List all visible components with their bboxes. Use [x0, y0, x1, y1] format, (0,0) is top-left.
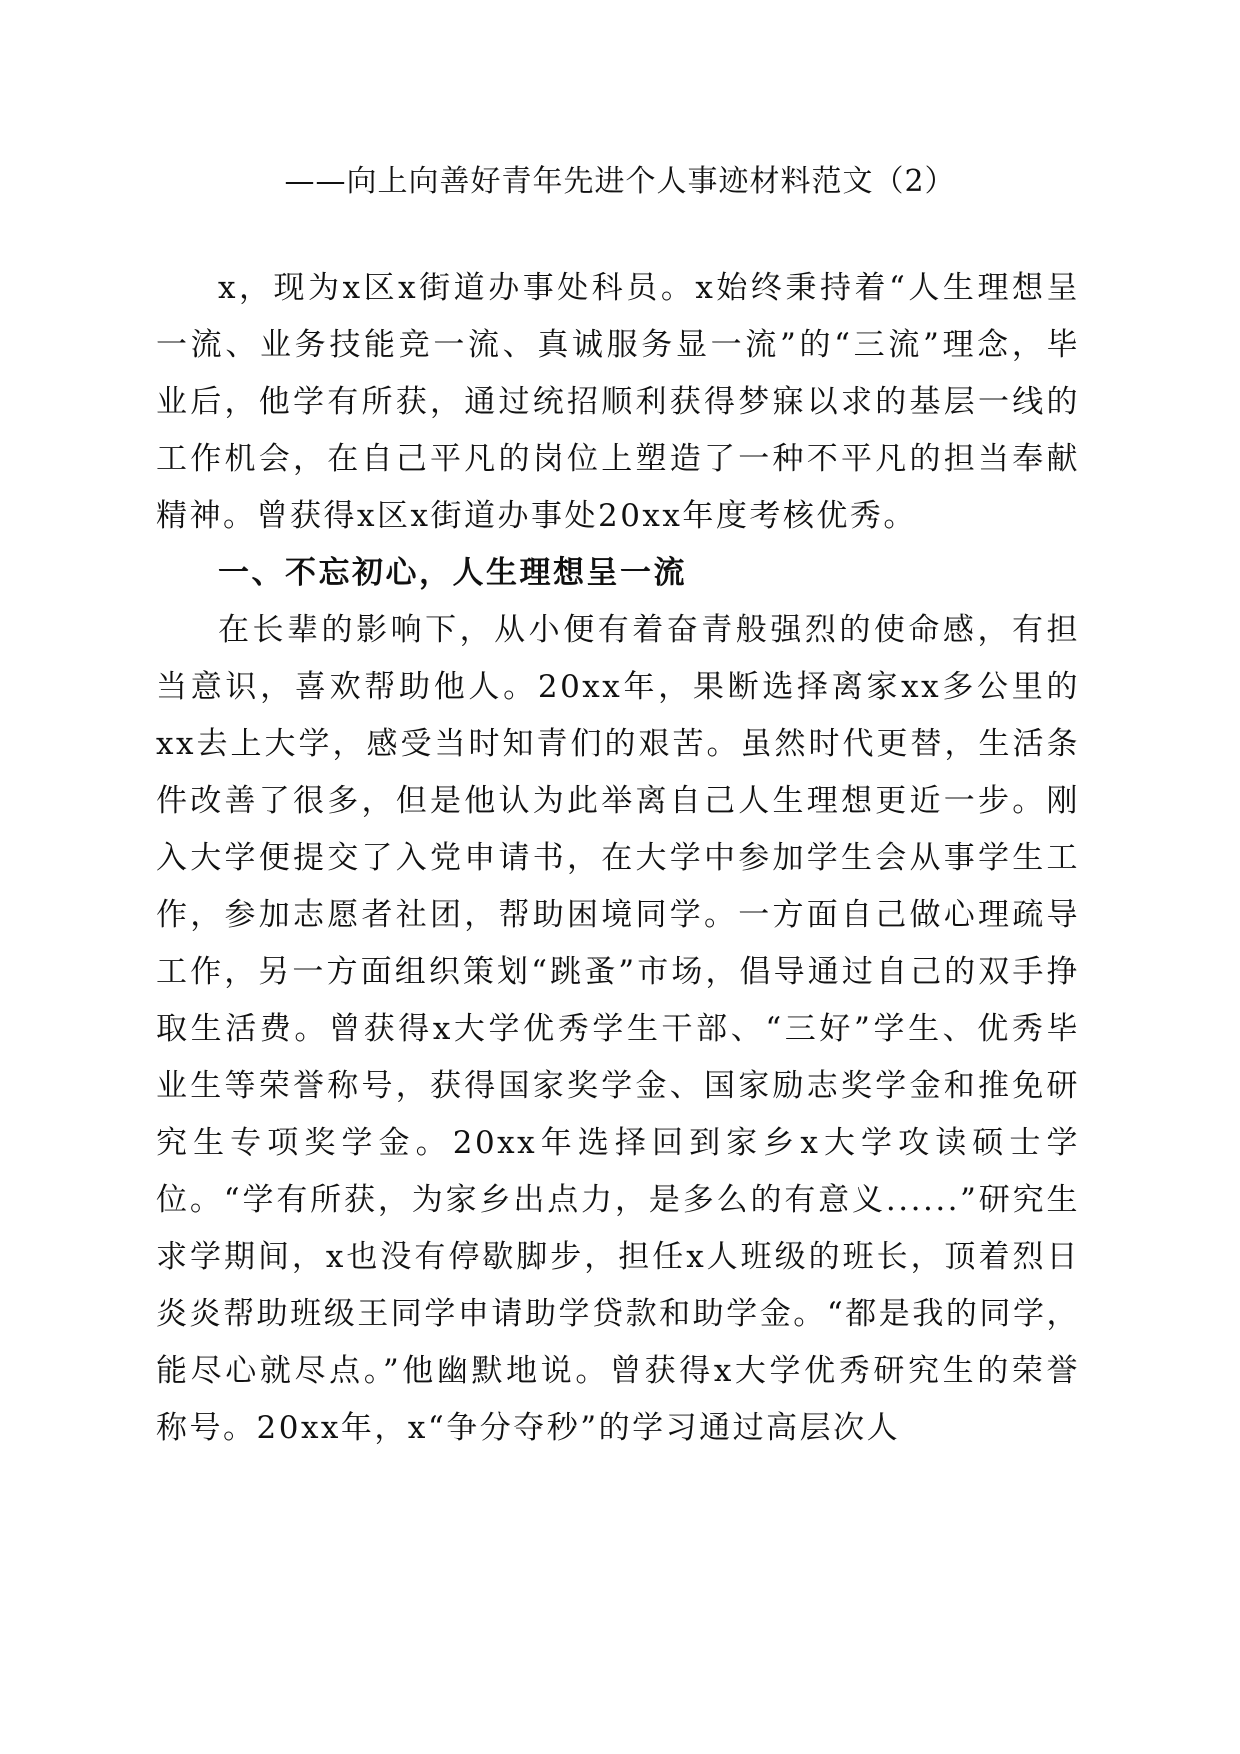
section-1-paragraph: 在长辈的影响下，从小便有着奋青般强烈的使命感，有担当意识，喜欢帮助他人。20xx年，果断选择离家xx多公里的xx去上大学，感受当时知青们的艰苦。虽然时代更替，生活条件改善了很多，但是他认为此举离自己人生理想更近一步。刚入大学便提交了入党申请书，在大学中参加学生会从事学生工作，参加志愿者社团，帮助困境同学。一方面自己做心理疏导工作，另一方面组织策划“跳蚤”市场，倡导通过自己的双手挣取生活费。曾获得x大学优秀学生干部、“三好”学生、优秀毕业生等荣誉称号，获得国家奖学金、国家励志奖学金和推免研究生专项奖学金。20xx年选择回到家乡x大学攻读硕士学位。“学有所获，为家乡出点力，是多么的有意义......”研究生求学期间，x也没有停歇脚步，担任x人班级的班长，顶着烈日炎炎帮助班级王同学申请助学贷款和助学金。“都是我的同学，能尽心就尽点。”他幽默地说。曾获得x大学优秀研究生的荣誉称号。20xx年，x“争分夺秒”的学习通过高层次人	[156, 612, 1080, 1446]
document-title: ——向上向善好青年先进个人事迹材料范文（2）	[284, 164, 956, 199]
section-heading-1: 一、不忘初心，人生理想呈一流	[218, 555, 687, 591]
intro-paragraph: x，现为x区x街道办事处科员。x始终秉持着“人生理想呈一流、业务技能竞一流、真诚服务显一流”的“三流”理念，毕业后，他学有所获，通过统招顺利获得梦寐以求的基层一线的工作机会，在自己平凡的岗位上塑造了一种不平凡的担当奉献精神。曾获得x区x街道办事处20xx年度考核优秀。	[156, 270, 1080, 534]
document-body	[156, 260, 1080, 1457]
